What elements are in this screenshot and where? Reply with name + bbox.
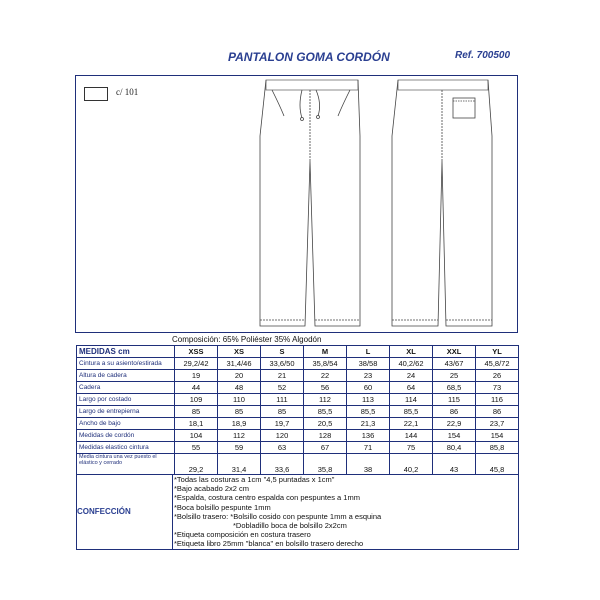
measurement-value: 38/58 [347, 358, 390, 370]
size-header: XXL [433, 346, 476, 358]
measurement-value: 112 [218, 430, 261, 442]
measurement-value: 86 [433, 406, 476, 418]
measurement-value: 22 [304, 370, 347, 382]
measurement-value: 75 [390, 442, 433, 454]
measurements-table [76, 345, 519, 475]
measurement-value: 85,8 [476, 442, 519, 454]
measurement-value: 52 [261, 382, 304, 394]
measurement-value: 68,5 [433, 382, 476, 394]
measurement-value: 120 [261, 430, 304, 442]
measurement-value: 38 [347, 454, 390, 475]
measurement-value: 48 [218, 382, 261, 394]
measurement-value: 113 [347, 394, 390, 406]
measurement-label: Altura de cadera [77, 370, 175, 382]
measurement-value: 20 [218, 370, 261, 382]
measurement-value: 112 [304, 394, 347, 406]
measurement-value: 114 [390, 394, 433, 406]
size-header: XS [218, 346, 261, 358]
measurement-row [77, 454, 519, 475]
instruction-line: *Bolsillo trasero: *Bolsillo cosido con pespunte 1mm a esquina [174, 511, 382, 521]
measurements-header-row [77, 346, 519, 358]
instruction-line: *Espalda, costura centro espalda con pespuntes a 1mm [174, 493, 360, 503]
confeccion-instructions [173, 475, 519, 550]
measurement-value: 18,1 [175, 418, 218, 430]
measurement-value: 144 [390, 430, 433, 442]
measurement-value: 85 [175, 406, 218, 418]
measurement-label: Ancho de bajo [77, 418, 175, 430]
instruction-line: *Etiqueta composición en costura trasero [174, 530, 311, 540]
pants-back-view [392, 80, 492, 326]
instruction-line: *Boca bolsillo pespunte 1mm [174, 502, 271, 512]
measurement-label: Cintura a su asiento/estirada [77, 358, 175, 370]
measurement-value: 25 [433, 370, 476, 382]
measurement-label: Cadera [77, 382, 175, 394]
measurement-row [77, 406, 519, 418]
instruction-line: *Etiqueta libro 25mm "blanca" en bolsillo trasero derecho [174, 539, 364, 549]
measurement-row [77, 382, 519, 394]
fabric-composition: Composición: 65% Poliéster 35% Algodón [172, 335, 322, 344]
measurement-value: 26 [476, 370, 519, 382]
confeccion-table [76, 474, 519, 550]
measurement-value: 43/67 [433, 358, 476, 370]
measurement-value: 55 [175, 442, 218, 454]
measurement-value: 104 [175, 430, 218, 442]
measurement-value: 85,5 [390, 406, 433, 418]
measurement-row [77, 418, 519, 430]
measurement-value: 85,5 [304, 406, 347, 418]
measurement-label: Largo por costado [77, 394, 175, 406]
measurement-value: 80,4 [433, 442, 476, 454]
measurement-value: 35,8 [304, 454, 347, 475]
confeccion-title: CONFECCIÓN [77, 475, 173, 550]
measurement-value: 67 [304, 442, 347, 454]
instruction-line: *Todas las costuras a 1cm "4,5 puntadas x 1cm" [174, 475, 335, 484]
measurement-value: 24 [390, 370, 433, 382]
measurement-value: 31,4 [218, 454, 261, 475]
measurement-value: 29,2 [175, 454, 218, 475]
measurement-value: 71 [347, 442, 390, 454]
measurement-value: 44 [175, 382, 218, 394]
measurement-value: 31,4/46 [218, 358, 261, 370]
measurement-label: Medidas elastico cintura [77, 442, 175, 454]
measurement-value: 85 [218, 406, 261, 418]
measurement-value: 109 [175, 394, 218, 406]
measurement-value: 45,8/72 [476, 358, 519, 370]
measurement-label: Media cintura una vez puesto el elástico y cerrado [77, 454, 175, 475]
measurement-value: 56 [304, 382, 347, 394]
measurement-value: 21,3 [347, 418, 390, 430]
size-header: XSS [175, 346, 218, 358]
measurement-value: 18,9 [218, 418, 261, 430]
measurement-value: 23 [347, 370, 390, 382]
size-header: S [261, 346, 304, 358]
size-header: YL [476, 346, 519, 358]
measurement-value: 116 [476, 394, 519, 406]
instruction-line: *Dobladillo boca de bolsillo 2x2cm [233, 521, 347, 531]
measurement-row [77, 358, 519, 370]
measurement-value: 59 [218, 442, 261, 454]
measurement-value: 86 [476, 406, 519, 418]
size-header: XL [390, 346, 433, 358]
measurement-value: 29,2/42 [175, 358, 218, 370]
color-swatch-label: c/ 101 [116, 87, 139, 97]
measurement-value: 33,6/50 [261, 358, 304, 370]
measurement-value: 60 [347, 382, 390, 394]
pants-technical-drawing [250, 76, 510, 332]
measurement-value: 23,7 [476, 418, 519, 430]
measurement-value: 35,8/54 [304, 358, 347, 370]
measurement-label: Medidas de cordón [77, 430, 175, 442]
reference-number: Ref. 700500 [455, 50, 511, 61]
measurement-value: 85,5 [347, 406, 390, 418]
measurement-value: 111 [261, 394, 304, 406]
measurement-value: 22,9 [433, 418, 476, 430]
measurement-value: 19,7 [261, 418, 304, 430]
measurement-value: 73 [476, 382, 519, 394]
measurement-value: 154 [476, 430, 519, 442]
measurement-value: 20,5 [304, 418, 347, 430]
measurement-value: 22,1 [390, 418, 433, 430]
measurement-value: 19 [175, 370, 218, 382]
measurement-value: 154 [433, 430, 476, 442]
pants-front-view [260, 80, 360, 326]
measurement-value: 110 [218, 394, 261, 406]
measurement-row [77, 442, 519, 454]
measurement-value: 136 [347, 430, 390, 442]
measurement-row [77, 430, 519, 442]
instruction-line: *Bajo acabado 2x2 cm [174, 484, 250, 494]
measurement-row [77, 370, 519, 382]
measurement-value: 85 [261, 406, 304, 418]
measurement-row [77, 394, 519, 406]
measurement-value: 64 [390, 382, 433, 394]
size-header: M [304, 346, 347, 358]
measurement-label: Largo de entrepierna [77, 406, 175, 418]
size-header: L [347, 346, 390, 358]
measurement-value: 33,6 [261, 454, 304, 475]
measurement-value: 43 [433, 454, 476, 475]
measurement-value: 45,8 [476, 454, 519, 475]
document-title: PANTALON GOMA CORDÓN [228, 50, 390, 64]
measurement-value: 40,2 [390, 454, 433, 475]
measurement-value: 63 [261, 442, 304, 454]
measurement-value: 40,2/62 [390, 358, 433, 370]
measurement-value: 115 [433, 394, 476, 406]
measurements-header-label: MEDIDAS cm [77, 346, 175, 358]
color-swatch [84, 87, 108, 101]
measurement-value: 128 [304, 430, 347, 442]
measurement-value: 21 [261, 370, 304, 382]
